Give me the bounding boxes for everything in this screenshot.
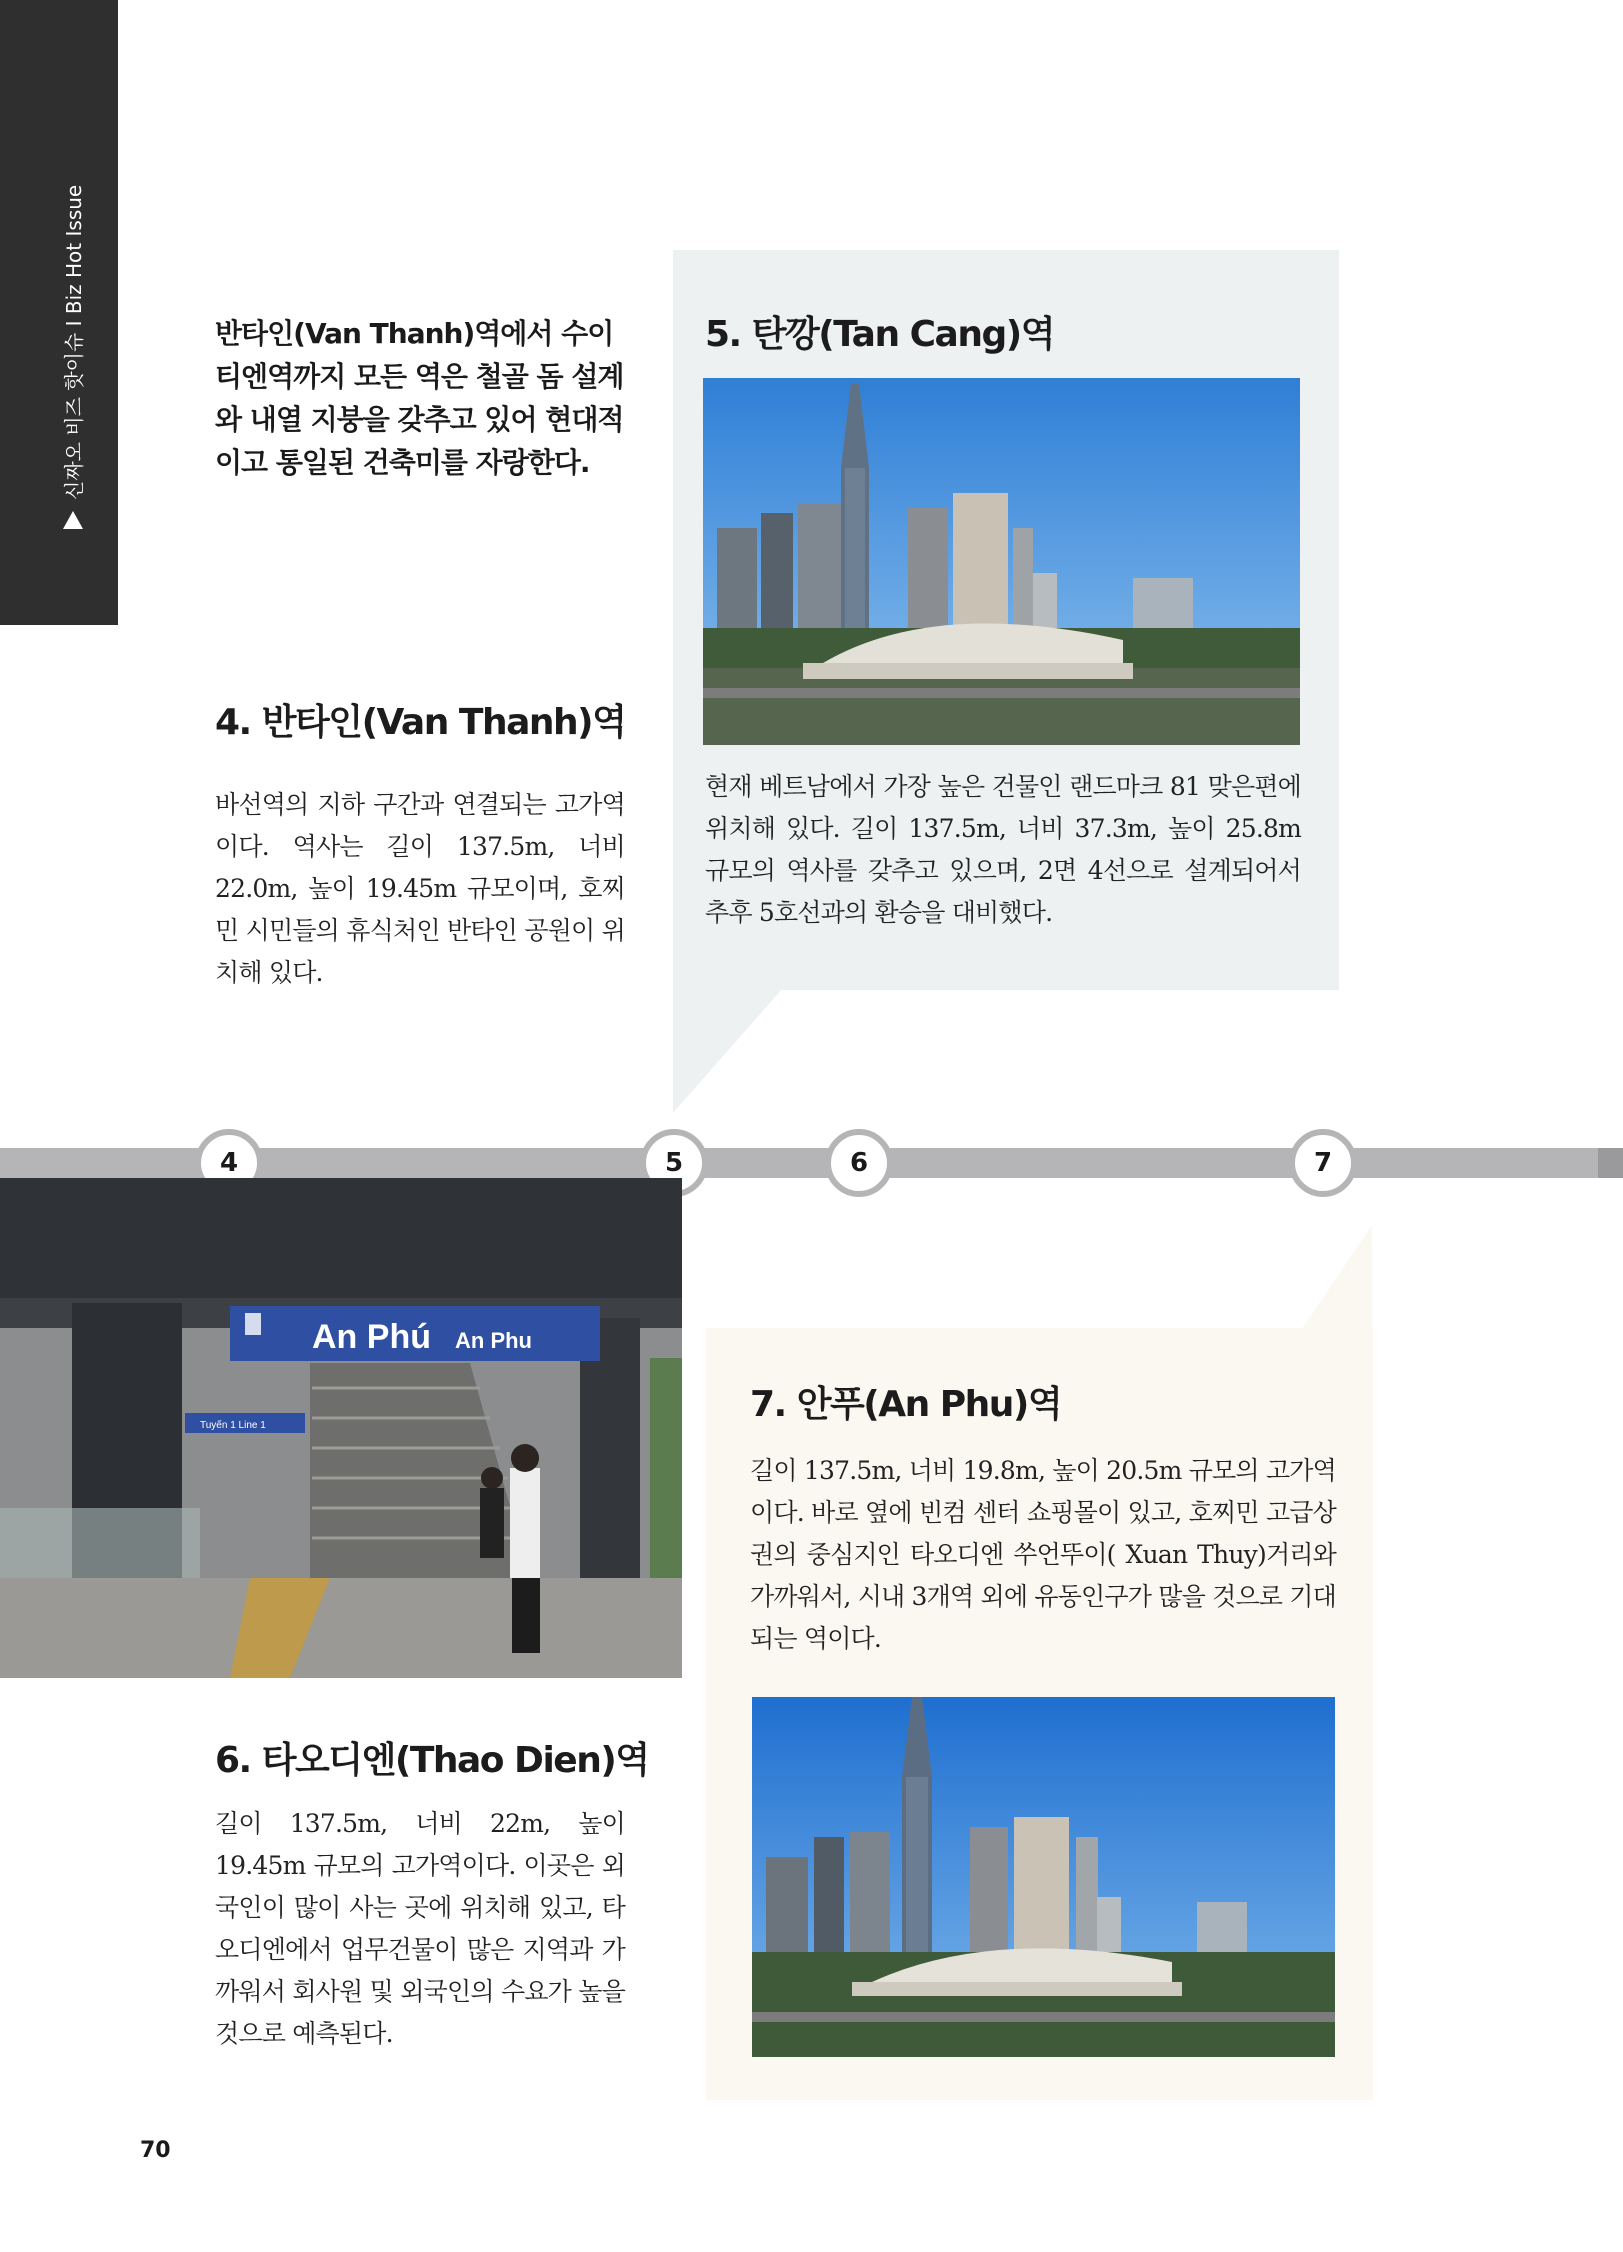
sign-sub: An Phu <box>455 1328 532 1353</box>
station-4-body: 바선역의 지하 구간과 연결되는 고가역이다. 역사는 길이 137.5m, 너비 22.0m, 높이 19.45m 규모이며, 호찌민 시민들의 휴식처인 반타인 공원이 위치해 있다. <box>215 790 625 987</box>
station-6-body: 길이 137.5m, 너비 22m, 높이 19.45m 규모의 고가역이다. 이곳은 외국인이 많이 사는 곳에 위치해 있고, 타오디엔에서 업무건물이 많은 지역과 가까워서 회사원 및 외국인의 수요가 높을 것으로 예측된다. <box>215 1809 625 2048</box>
station-entrance-photo <box>0 1178 682 1678</box>
station-7-callout-tail <box>1302 1225 1372 1329</box>
station-6-title: 6. 타오디엔(Thao Dien)역 <box>215 1740 649 1781</box>
station-5-photo <box>703 378 1300 745</box>
timeline-marker-4: 4 <box>195 1129 263 1197</box>
station-5-callout-tail <box>673 988 783 1113</box>
timeline-end <box>1598 1148 1623 1178</box>
station-5-body: 현재 베트남에서 가장 높은 건물인 랜드마크 81 맞은편에 위치해 있다. 길이 137.5m, 너비 37.3m, 높이 25.8m 규모의 역사를 갖추고 있으며, 2면 4선으로 설계되어서 추후 5호선과의 환승을 대비했다. <box>705 772 1301 927</box>
station-5-title: 5. 탄깡(Tan Cang)역 <box>705 314 1054 355</box>
side-tab-label: 신짜오 비즈 핫이슈 I Biz Hot Issue <box>58 130 87 530</box>
station-7-photo <box>752 1697 1335 2057</box>
station-7-body: 길이 137.5m, 너비 19.8m, 높이 20.5m 규모의 고가역이다. 바로 옆에 빈컴 센터 쇼핑몰이 있고, 호찌민 고급상권의 중심지인 타오디엔 쑤언뚜이( Xuan Thuy)거리와 가까워서, 시내 3개역 외에 유동인구가 많을 것으로 기대되는 역이다. <box>750 1456 1336 1653</box>
timeline-marker-6: 6 <box>825 1129 893 1197</box>
intro-text: 반타인(Van Thanh)역에서 수이티엔역까지 모든 역은 철골 돔 설계와 내열 지붕을 갖추고 있어 현대적이고 통일된 건축미를 자랑한다. <box>215 317 624 479</box>
page-number: 70 <box>140 2138 171 2163</box>
station-4-title: 4. 반타인(Van Thanh)역 <box>215 702 626 743</box>
timeline-marker-7: 7 <box>1289 1129 1357 1197</box>
station-7-title: 7. 안푸(An Phu)역 <box>750 1384 1062 1425</box>
mountain-icon <box>63 511 83 529</box>
sign-main: An Phú <box>312 1318 431 1356</box>
timeline-marker-5: 5 <box>640 1129 708 1197</box>
sign-direction: Tuyến 1 Line 1 <box>200 1420 266 1431</box>
